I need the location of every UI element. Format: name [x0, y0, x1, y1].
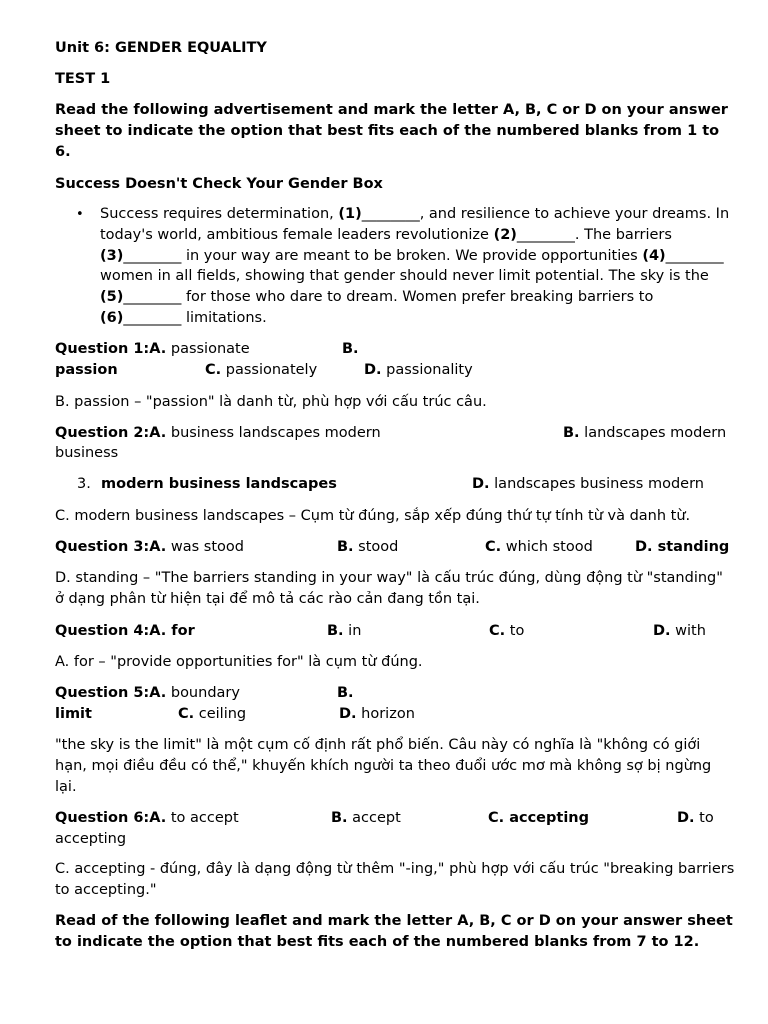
q6-c-answer: C. accepting	[488, 810, 589, 826]
q5-d-option: D. horizon	[339, 706, 415, 722]
unit-title: Unit 6: GENDER EQUALITY	[55, 40, 267, 56]
q1-b-answer: passion	[55, 362, 118, 378]
blank-number: (4)	[642, 247, 666, 264]
passage-segment: ________ limitations.	[123, 309, 267, 326]
q2-b-option: B. landscapes modern	[563, 425, 727, 441]
q6-explanation: C. accepting - đúng, đây là dạng động từ thêm "-ing," phù hợp với cấu trúc "breaking barriers to accepting."	[55, 861, 735, 898]
q4-explanation: A. for – "provide opportunities for" là cụm từ đúng.	[55, 654, 423, 670]
blank-number: (1)	[338, 206, 362, 222]
q1-c-option: C. passionately	[205, 362, 318, 378]
passage-segment: ________ in your way are meant to be broken. We provide opportunities	[123, 247, 643, 264]
q3-a-option: Question 3:A. was stood	[55, 539, 244, 555]
passage-segment: ________ women in all fields, showing that gender should never limit potential. The sky is the	[100, 247, 724, 285]
blank-number: (6)	[100, 309, 124, 326]
q3-b-option: B. stood	[337, 539, 399, 555]
q1-a-option: Question 1:A. passionate	[55, 341, 250, 357]
bullet-icon: •	[76, 207, 84, 222]
test-title: TEST 1	[55, 71, 111, 87]
q3-d-answer: D. standing	[635, 539, 730, 555]
q6-b-option: B. accept	[331, 810, 401, 826]
blank-number: (2)	[493, 226, 517, 243]
q4-a-answer: Question 4:A. for	[55, 623, 195, 639]
passage-segment: ________, and resilience to achieve your dreams. In today's world, ambitious female leaders revolutionize	[100, 206, 730, 243]
q5-c-option: C. ceiling	[178, 706, 247, 722]
q4-c-option: C. to	[489, 623, 525, 639]
q4-d-option: D. with	[653, 623, 706, 639]
passage-title: Success Doesn't Check Your Gender Box	[55, 176, 383, 192]
q2-c-number: 3.	[77, 476, 91, 492]
q6-a-option: Question 6:A. to accept	[55, 810, 239, 826]
instruction-1: Read the following advertisement and mark the letter A, B, C or D on your answer sheet to indicate the option that best fits each of the numbered blanks from 1 to 6.	[55, 102, 728, 160]
passage-segment: ________. The barriers	[516, 226, 672, 243]
q2-a-option: Question 2:A. business landscapes modern	[55, 425, 381, 441]
instruction-2: Read of the following leaflet and mark the letter A, B, C or D on your answer sheet to indicate the option that best fits each of the numbered blanks from 7 to 12.	[55, 913, 733, 950]
q5-explanation: "the sky is the limit" là một cụm cố định rất phổ biến. Câu này có nghĩa là "không có giới hạn, mọi điều đều có thể," khuyến khích người ta theo đuổi ước mơ mà không sợ bị ngừng lại.	[55, 737, 712, 795]
q5-b-answer: limit	[55, 706, 92, 722]
passage-segment: ________ for those who dare to dream. Women prefer breaking barriers to	[123, 289, 654, 306]
q3-explanation: D. standing – "The barriers standing in your way" là cấu trúc đúng, dùng động từ "standing" ở dạng phân từ hiện tại để mô tả các rào cản đang tồn tại.	[55, 570, 723, 607]
q6-d-wrap: accepting	[55, 831, 127, 847]
passage-text	[100, 204, 730, 329]
q2-d-option: D. landscapes business modern	[472, 476, 704, 492]
q1-b-letter: B.	[342, 341, 359, 357]
q3-c-option: C. which stood	[485, 539, 593, 555]
q6-d-option: D. to	[677, 810, 714, 826]
passage-segment: Success requires determination,	[100, 206, 339, 222]
q1-explanation: B. passion – "passion" là danh từ, phù hợp với cấu trúc câu.	[55, 394, 487, 410]
q2-b-wrap: business	[55, 445, 119, 461]
q2-c-answer: modern business landscapes	[101, 476, 337, 492]
blank-number: (3)	[100, 247, 124, 264]
q1-d-option: D. passionality	[364, 362, 473, 378]
q2-explanation: C. modern business landscapes – Cụm từ đúng, sắp xếp đúng thứ tự tính từ và danh từ.	[55, 508, 691, 524]
q4-b-option: B. in	[327, 623, 362, 639]
q5-a-option: Question 5:A. boundary	[55, 685, 240, 701]
blank-number: (5)	[100, 289, 124, 306]
q5-b-letter: B.	[337, 685, 354, 701]
